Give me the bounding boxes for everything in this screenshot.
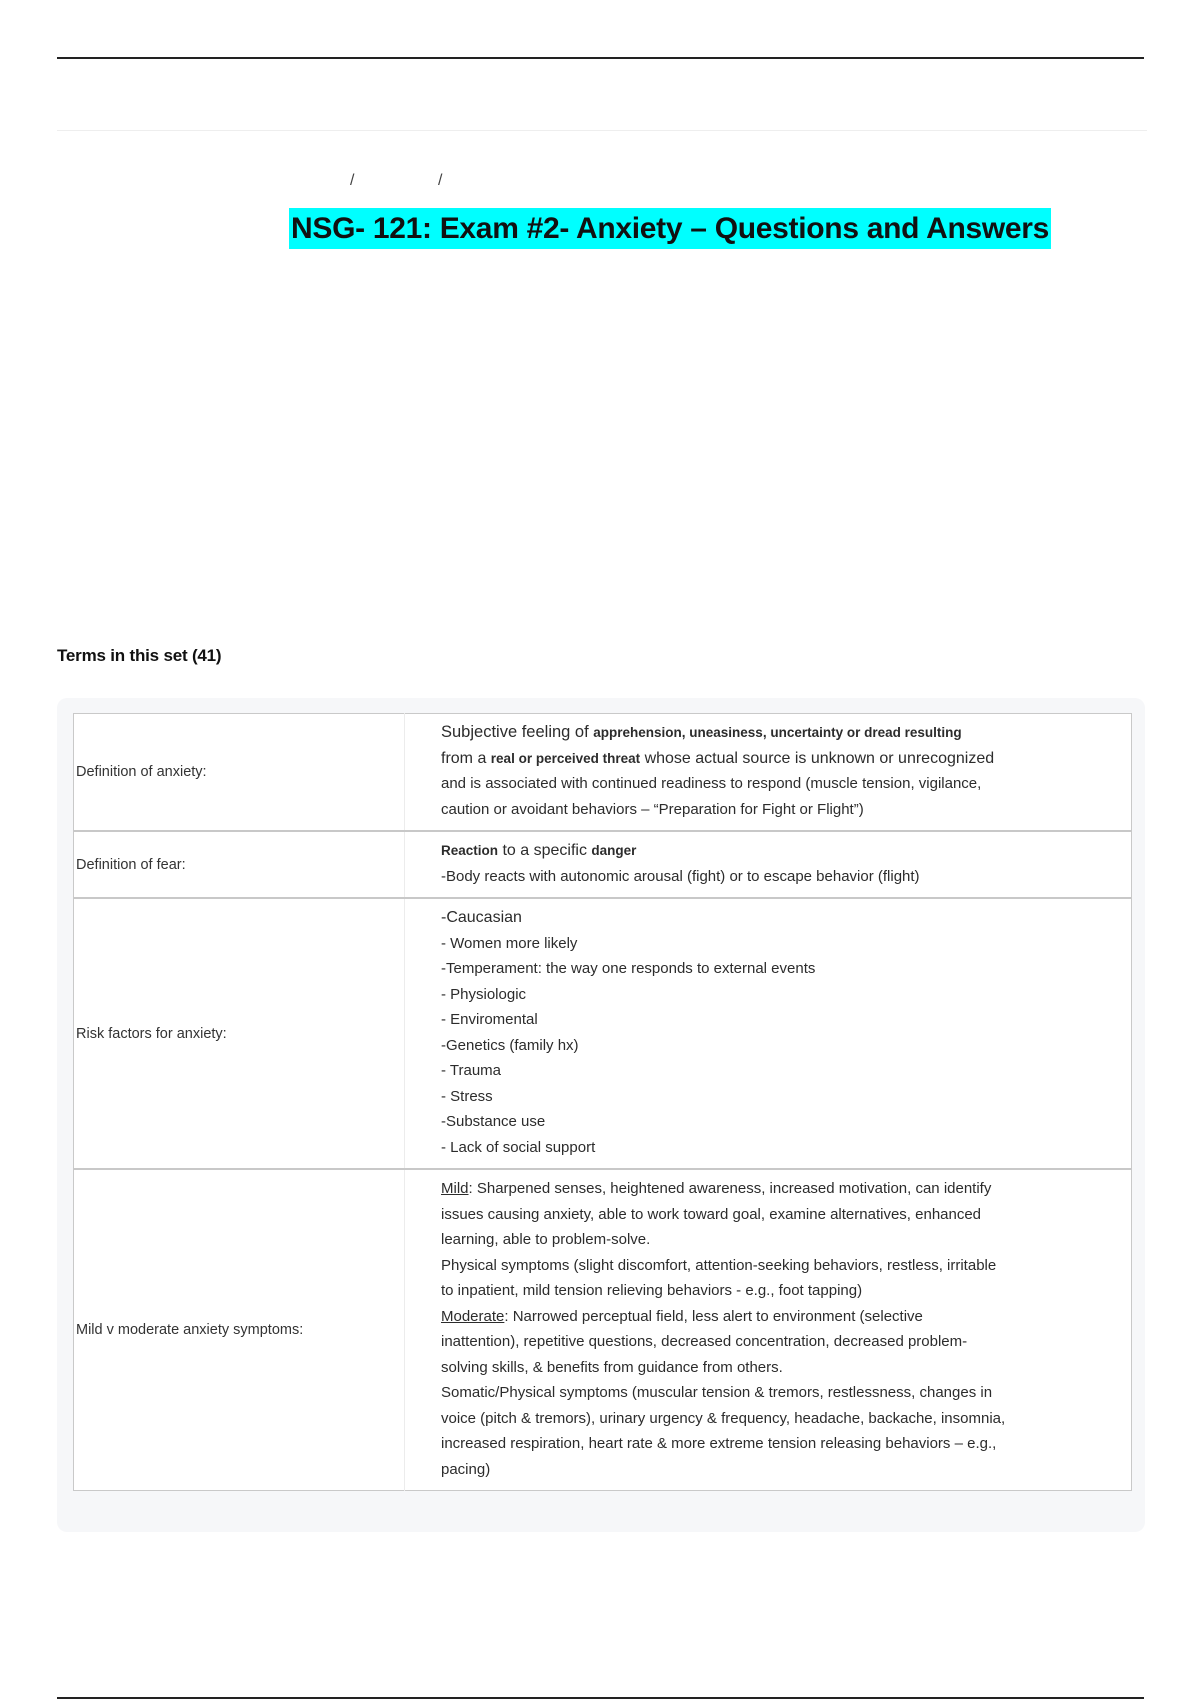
text-span: whose actual source is unknown or unrecognized bbox=[640, 749, 995, 767]
top-rule bbox=[57, 57, 1144, 59]
definition-line: Physical symptoms (slight discomfort, attention-seeking behaviors, restless, irritable bbox=[441, 1256, 997, 1274]
list-item: -Caucasian bbox=[441, 909, 522, 926]
list-item: - Women more likely bbox=[441, 934, 578, 952]
list-item: - Lack of social support bbox=[441, 1138, 596, 1156]
title-wrapper bbox=[289, 208, 1051, 249]
slash-2: / bbox=[438, 172, 443, 189]
definition-line: to inpatient, mild tension relieving behaviors - e.g., foot tapping) bbox=[441, 1282, 863, 1299]
term-cell: Definition of anxiety: bbox=[74, 714, 405, 832]
definition-line bbox=[441, 720, 1117, 746]
term-cell: Mild v moderate anxiety symptoms: bbox=[74, 1169, 405, 1491]
definition-line: issues causing anxiety, able to work toward goal, examine alternatives, enhanced bbox=[441, 1205, 982, 1223]
bold-span: danger bbox=[591, 843, 637, 858]
text-span: : Narrowed perceptual field, less alert to environment (selective bbox=[504, 1307, 923, 1325]
list-item: -Genetics (family hx) bbox=[441, 1036, 579, 1054]
definition-line: and is associated with continued readiness to respond (muscle tension, vigilance, bbox=[441, 775, 982, 792]
definition-cell bbox=[405, 898, 1132, 1169]
term-cell: Definition of fear: bbox=[74, 831, 405, 898]
text-span: : Sharpened senses, heightened awareness, increased motivation, can identify bbox=[468, 1180, 992, 1197]
definition-line: caution or avoidant behaviors – “Preparation for Fight or Flight”) bbox=[441, 800, 864, 818]
definition-cell bbox=[405, 714, 1132, 832]
definition-cell bbox=[405, 1169, 1132, 1491]
terms-table bbox=[73, 713, 1132, 1491]
bold-span: apprehension, uneasiness, uncertainty or dread resulting bbox=[593, 725, 962, 740]
definition-line: voice (pitch & tremors), urinary urgency & frequency, headache, backache, insomnia, bbox=[441, 1409, 1006, 1427]
table-row bbox=[74, 714, 1132, 832]
definition-line: Somatic/Physical symptoms (muscular tension & tremors, restlessness, changes in bbox=[441, 1384, 993, 1401]
bold-span: real or perceived threat bbox=[490, 750, 641, 766]
definition-line bbox=[441, 838, 1117, 864]
definition-line: solving skills, & benefits from guidance from others. bbox=[441, 1358, 783, 1376]
definition-line: -Body reacts with autonomic arousal (fight) or to escape behavior (flight) bbox=[441, 867, 920, 885]
list-item: -Temperament: the way one responds to external events bbox=[441, 960, 816, 977]
definition-line: inattention), repetitive questions, decreased concentration, decreased problem- bbox=[441, 1333, 968, 1350]
list-item: - Trauma bbox=[441, 1062, 502, 1079]
list-item: - Physiologic bbox=[441, 985, 527, 1003]
text-span: to a specific bbox=[498, 842, 592, 859]
definition-line bbox=[441, 1176, 1117, 1202]
underlined-label: Mild bbox=[441, 1180, 469, 1197]
definition-line bbox=[441, 746, 1117, 772]
table-row bbox=[74, 898, 1132, 1169]
table-row bbox=[74, 831, 1132, 898]
slash-1: / bbox=[350, 172, 355, 189]
definition-line: increased respiration, heart rate & more extreme tension releasing behaviors – e.g., bbox=[441, 1435, 997, 1452]
text-span: from a bbox=[441, 749, 491, 767]
list-item: - Stress bbox=[441, 1087, 493, 1105]
definition-line: learning, able to problem-solve. bbox=[441, 1231, 651, 1248]
definition-line: pacing) bbox=[441, 1460, 491, 1478]
definition-cell bbox=[405, 831, 1132, 898]
underlined-label: Moderate bbox=[441, 1307, 505, 1325]
faint-divider bbox=[57, 130, 1147, 131]
term-cell: Risk factors for anxiety: bbox=[74, 898, 405, 1169]
table-row bbox=[74, 1169, 1132, 1491]
list-item: -Substance use bbox=[441, 1113, 546, 1130]
bottom-rule bbox=[57, 1697, 1144, 1699]
definition-line bbox=[441, 1304, 1117, 1330]
bold-span: Reaction bbox=[441, 843, 499, 858]
text-span: Subjective feeling of bbox=[441, 723, 594, 741]
page-title: NSG- 121: Exam #2- Anxiety – Questions and Answers bbox=[289, 208, 1051, 249]
terms-heading: Terms in this set (41) bbox=[57, 646, 222, 665]
list-item: - Enviromental bbox=[441, 1011, 538, 1028]
